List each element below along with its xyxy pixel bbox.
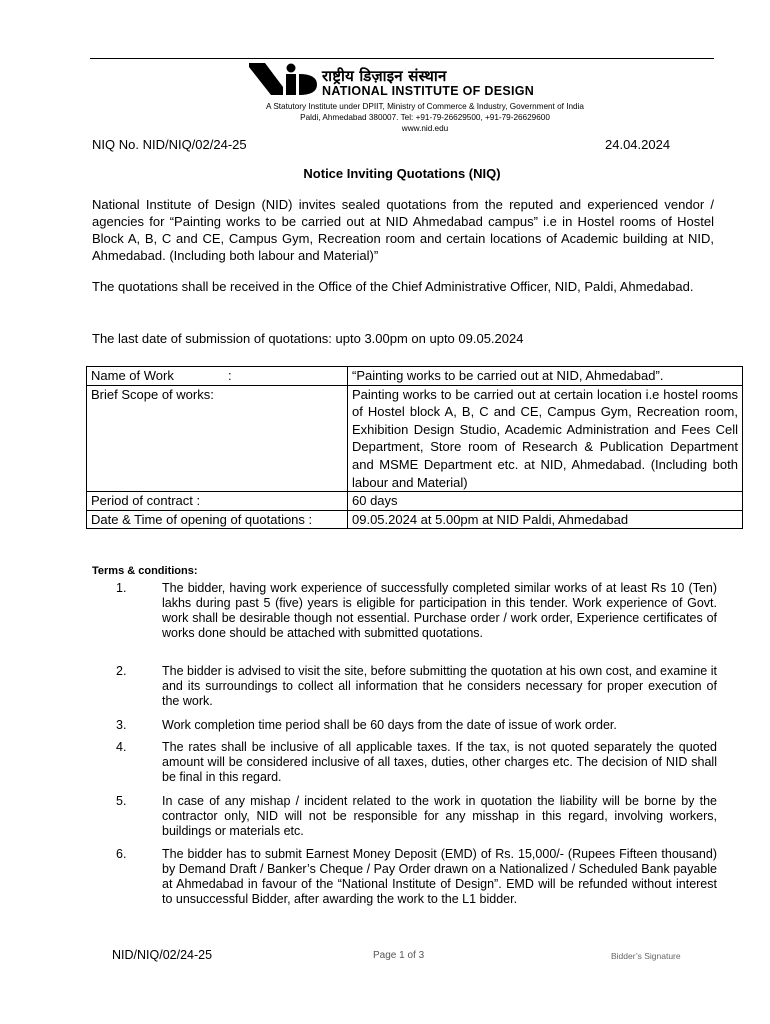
last-date-paragraph: The last date of submission of quotations: upto 3.00pm on upto 09.05.2024: [92, 331, 524, 346]
term-number: 1.: [116, 581, 127, 595]
period-value: 60 days: [348, 492, 743, 511]
institute-name-hindi: राष्ट्रीय डिज़ाइन संस्थान: [322, 67, 447, 85]
bidder-signature-label: Bidder’s Signature: [611, 951, 681, 961]
term-text: In case of any mishap / incident related to the work in quotation the liability will be borne by the contractor only, NID will not be responsible for any misshap in this regard, involving workers, buildings or materials etc.: [162, 794, 717, 838]
table-row: [87, 492, 743, 511]
received-paragraph: The quotations shall be received in the Office of the Chief Administrative Officer, NID, Paldi, Ahmedabad.: [92, 279, 694, 294]
address-line: Paldi, Ahmedabad 380007. Tel: +91-79-26629500, +91-79-26629600: [300, 113, 550, 122]
terms-heading: Terms & conditions:: [92, 565, 198, 577]
scope-label: Brief Scope of works:: [87, 385, 348, 492]
statutory-line: A Statutory Institute under DPIIT, Ministry of Commerce & Industry, Government of India: [266, 102, 584, 111]
table-row: [87, 367, 743, 386]
term-number: 5.: [116, 794, 127, 808]
page-number: Page 1 of 3: [373, 950, 425, 961]
term-text: The bidder has to submit Earnest Money Deposit (EMD) of Rs. 15,000/- (Rupees Fifteen thousand) by Demand Draft / Banker’s Cheque / Pay Order drawn on a Nationalized / Scheduled Bank payable at Ahmedabad in favour of the “National Institute of Design”. EMD will be refunded without interest to unsuccessful Bidder, after awarding the work to the L1 bidder.: [162, 847, 717, 906]
term-text: The bidder, having work experience of successfully completed similar works of at least Rs 10 (Ten) lakhs during past 5 (five) years is eligible for participation in this tender. Work experience of Govt. work shall be desirable though not essential. Purchase order / work order, Experience certificates of works done should be attached with submitted quotations.: [162, 581, 717, 640]
footer-reference: NID/NIQ/02/24-25: [112, 948, 213, 962]
notice-date: 24.04.2024: [605, 137, 671, 152]
work-details-table: [86, 366, 743, 529]
term-text: The rates shall be inclusive of all applicable taxes. If the tax, is not quoted separately the quoted amount will be considered inclusive of all taxes, duties, other charges etc. The decision of NID shall be final in this regard.: [162, 740, 717, 784]
scope-value: Painting works to be carried out at certain location i.e hostel rooms of Hostel block A, B, C and CE, Campus Gym, Recreation room, Exhibition Design Studio, Academic Administration and Fees Cell Department, Store room of Research & Publication Department and MSME Department etc. at NID, Ahmedabad. (Including both labour and Material): [348, 385, 743, 492]
intro-paragraph: National Institute of Design (NID) invites sealed quotations from the reputed and experienced vendor / agencies for “Painting works to be carried out at NID Ahmedabad campus” i.e in Hostel rooms of Hostel Block A, B, C and CE, Campus Gym, Recreation room and certain locations of Academic building at NID, Ahmedabad. (Including both labour and Material)”: [92, 197, 714, 263]
niq-number: NIQ No. NID/NIQ/02/24-25: [92, 137, 247, 152]
opening-label: Date & Time of opening of quotations :: [87, 510, 348, 529]
name-of-work-label: Name of Work :: [87, 367, 348, 386]
term-number: 6.: [116, 847, 127, 861]
term-number: 2.: [116, 664, 127, 678]
header-rule: [90, 58, 714, 59]
term-number: 3.: [116, 718, 127, 732]
institute-name-english: NATIONAL INSTITUTE OF DESIGN: [322, 84, 535, 98]
term-text: Work completion time period shall be 60 days from the date of issue of work order.: [162, 718, 617, 732]
nid-logo-icon: [249, 63, 317, 95]
term-number: 4.: [116, 740, 127, 754]
website-line: www.nid.edu: [401, 124, 449, 133]
term-text: The bidder is advised to visit the site, before submitting the quotation at his own cost, and examine it and its surroundings to collect all information that he considers necessary for proper execution of the work.: [162, 664, 717, 708]
table-row: [87, 510, 743, 529]
name-of-work-value: “Painting works to be carried out at NID, Ahmedabad”.: [348, 367, 743, 386]
period-label: Period of contract :: [87, 492, 348, 511]
opening-value: 09.05.2024 at 5.00pm at NID Paldi, Ahmedabad: [348, 510, 743, 529]
notice-title: Notice Inviting Quotations (NIQ): [303, 166, 501, 181]
table-row: [87, 385, 743, 492]
